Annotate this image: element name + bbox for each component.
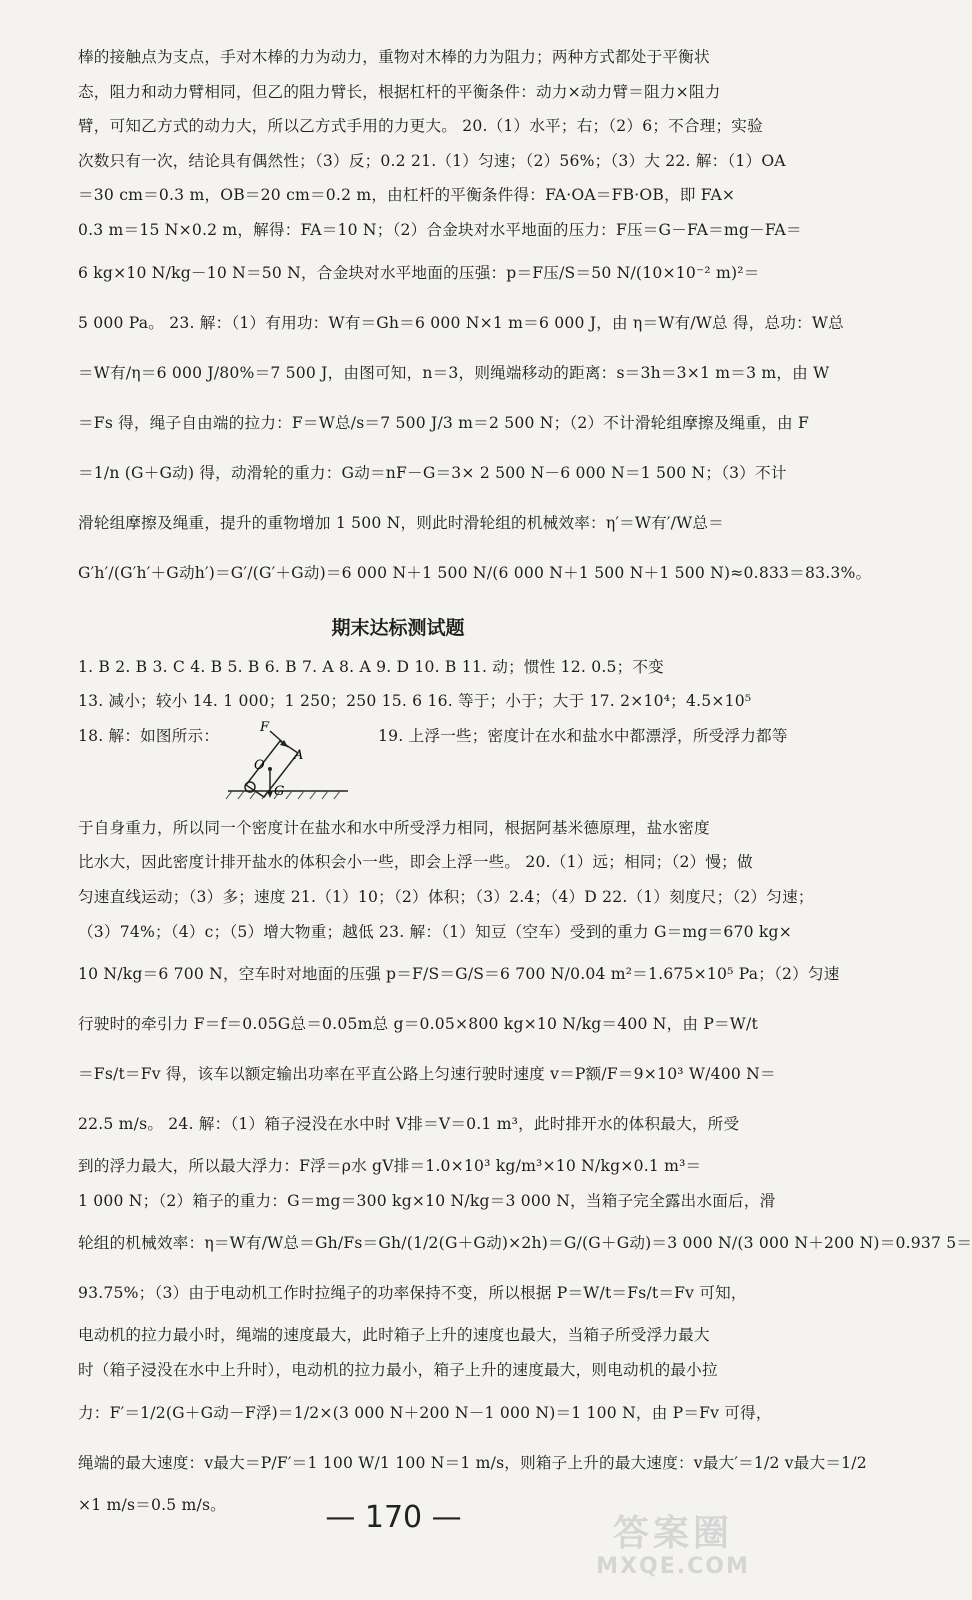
text-line: 行驶时的牵引力 F＝f＝0.05G总＝0.05m总 g＝0.05×800 kg×10 N/kg＝400 N，由 P＝W/t [78,1015,758,1034]
q19-text: 19. 上浮一些；密度计在水和盐水中都漂浮，所受浮力都等 [378,726,788,745]
page-content [78,40,972,1522]
text-line: ＝30 cm＝0.3 m，OB＝20 cm＝0.2 m，由杠杆的平衡条件得：FA·OA＝FB·OB，即 FA× [78,186,736,205]
text-line: 力：F′＝1/2(G＋G动－F浮)＝1/2×(3 000 N＋200 N－1 000 N)＝1 100 N，由 P＝Fv 可得， [78,1403,772,1422]
watermark-logo [583,1514,763,1584]
text-line: 6 kg×10 N/kg－10 N＝50 N，合金块对水平地面的压强：p＝F压/S＝50 N/(10×10⁻² m)²＝ [78,263,760,282]
text-line: 5 000 Pa。 23. 解：（1）有用功：W有＝Gh＝6 000 N×1 m＝6 000 J，由 η＝W有/W总 得，总功：W总 [78,313,844,332]
text-line: 轮组的机械效率：η＝W有/W总＝Gh/Fs＝Gh/(1/2(G＋G动)×2h)＝G/(G＋G动)＝3 000 N/(3 000 N＋200 N)＝0.937 5＝ [78,1234,972,1253]
watermark-main: 答案圈 [612,1513,733,1554]
text-line: 绳端的最大速度：v最大＝P/F′＝1 100 W/1 100 N＝1 m/s，则箱子上升的最大速度：v最大′＝1/2 v最大＝1/2 [78,1453,867,1472]
text-line: 22.5 m/s。 24. 解：（1）箱子浸没在水中时 V排＝V＝0.1 m³，此时排开水的体积最大，所受 [78,1115,740,1134]
center-O [268,767,272,771]
text-line: ＝Fs/t＝Fv 得，该车以额定输出功率在平直公路上匀速行驶时速度 v＝P额/F＝9×10³ W/400 N＝ [78,1065,776,1084]
text-line: 时（箱子浸没在水中上升时），电动机的拉力最小，箱子上升的速度最大，则电动机的最小拉 [78,1360,718,1379]
answer-line: 1. B 2. B 3. C 4. B 5. B 6. B 7. A 8. A 9. D 10. B 11. 动；惯性 12. 0.5；不变 [78,657,664,676]
text-line: 到的浮力最大，所以最大浮力：F浮＝ρ水 gV排＝1.0×10³ kg/m³×10 N/kg×0.1 m³＝ [78,1157,702,1176]
text-line: 比水大，因此密度计排开盐水的体积会小一些，即会上浮一些。 20.（1）远；相同；（2）慢；做 [78,853,753,872]
text-line: 1 000 N；（2）箱子的重力：G＝mg＝300 kg×10 N/kg＝3 000 N，当箱子完全露出水面后，滑 [78,1191,776,1210]
text-line: 于自身重力，所以同一个密度计在盐水和水中所受浮力相同，根据阿基米德原理，盐水密度 [78,818,710,837]
section-title: 期末达标测试题 [331,616,465,639]
text-line: 0.3 m＝15 N×0.2 m，解得：FA＝10 N；（2）合金块对水平地面的压力：F压＝G－FA＝mg－FA＝ [78,220,802,239]
text-line: ＝1/n (G＋G动) 得，动滑轮的重力：G动＝nF－G＝3× 2 500 N－6 000 N＝1 500 N；（3）不计 [78,463,787,482]
text-line: 棒的接触点为支点，手对木棒的力为动力，重物对木棒的力为阻力；两种方式都处于平衡状 [78,48,710,66]
text-line: 态，阻力和动力臂相同，但乙的阻力臂长，根据杠杆的平衡条件：动力×动力臂＝阻力×阻力 [78,82,721,101]
text-line: （3）74%；（4）c；（5）增大物重；越低 23. 解：（1）知豆（空车）受到的重力 G＝mg＝670 kg× [78,922,792,941]
watermark-sub: MXQE.COM [596,1554,750,1579]
text-line: 93.75%；（3）由于电动机工作时拉绳子的功率保持不变，所以根据 P＝W/t＝Fs/t＝Fv 可知， [78,1284,747,1303]
label-O: O [254,757,265,773]
text-line: ＝Fs 得，绳子自由端的拉力：F＝W总/s＝7 500 J/3 m＝2 500 N；（2）不计滑轮组摩擦及绳重，由 F [78,413,809,432]
q18-label: 18. 解：如图所示： [78,726,220,745]
label-F: F [260,719,270,735]
figure-line [78,719,788,811]
text-line: 臂，可知乙方式的动力大，所以乙方式手用的力更大。 20.（1）水平；右；（2）6；不合理；实验 [78,117,763,136]
text-line: G′h′/(G′h′＋G动h′)＝G′/(G′＋G动)＝6 000 N＋1 500 N/(6 000 N＋1 500 N＋1 500 N)≈0.833＝83.3%。 [78,563,872,582]
label-G: G [274,783,285,799]
label-A: A [294,747,304,763]
text-line: ×1 m/s＝0.5 m/s。 [78,1495,226,1514]
text-line: 滑轮组摩擦及绳重，提升的重物增加 1 500 N，则此时滑轮组的机械效率：η′＝W有′/W总＝ [78,513,724,532]
text-line: 次数只有一次，结论具有偶然性；（3）反；0.2 21.（1）匀速；（2）56%；（3）大 22. 解：（1）OA [78,151,786,170]
answer-line: 13. 减小；较小 14. 1 000；1 250；250 15. 6 16. 等于；小于；大于 17. 2×10⁴；4.5×10⁵ [78,692,752,711]
text-line: 电动机的拉力最小时，绳端的速度最大，此时箱子上升的速度也最大，当箱子所受浮力最大 [78,1326,710,1345]
page-number: — 170 — [325,1500,462,1535]
lever-figure [218,719,368,809]
text-line: 10 N/kg＝6 700 N，空车时对地面的压强 p＝F/S＝G/S＝6 700 N/0.04 m²＝1.675×10⁵ Pa；（2）匀速 [78,965,840,984]
text-line: ＝W有/η＝6 000 J/80%＝7 500 J，由图可知，n＝3，则绳端移动的距离：s＝3h＝3×1 m＝3 m，由 W [78,363,830,382]
text-line: 匀速直线运动；（3）多；速度 21.（1）10；（2）体积；（3）2.4；（4）D 22.（1）刻度尺；（2）匀速； [78,887,814,906]
